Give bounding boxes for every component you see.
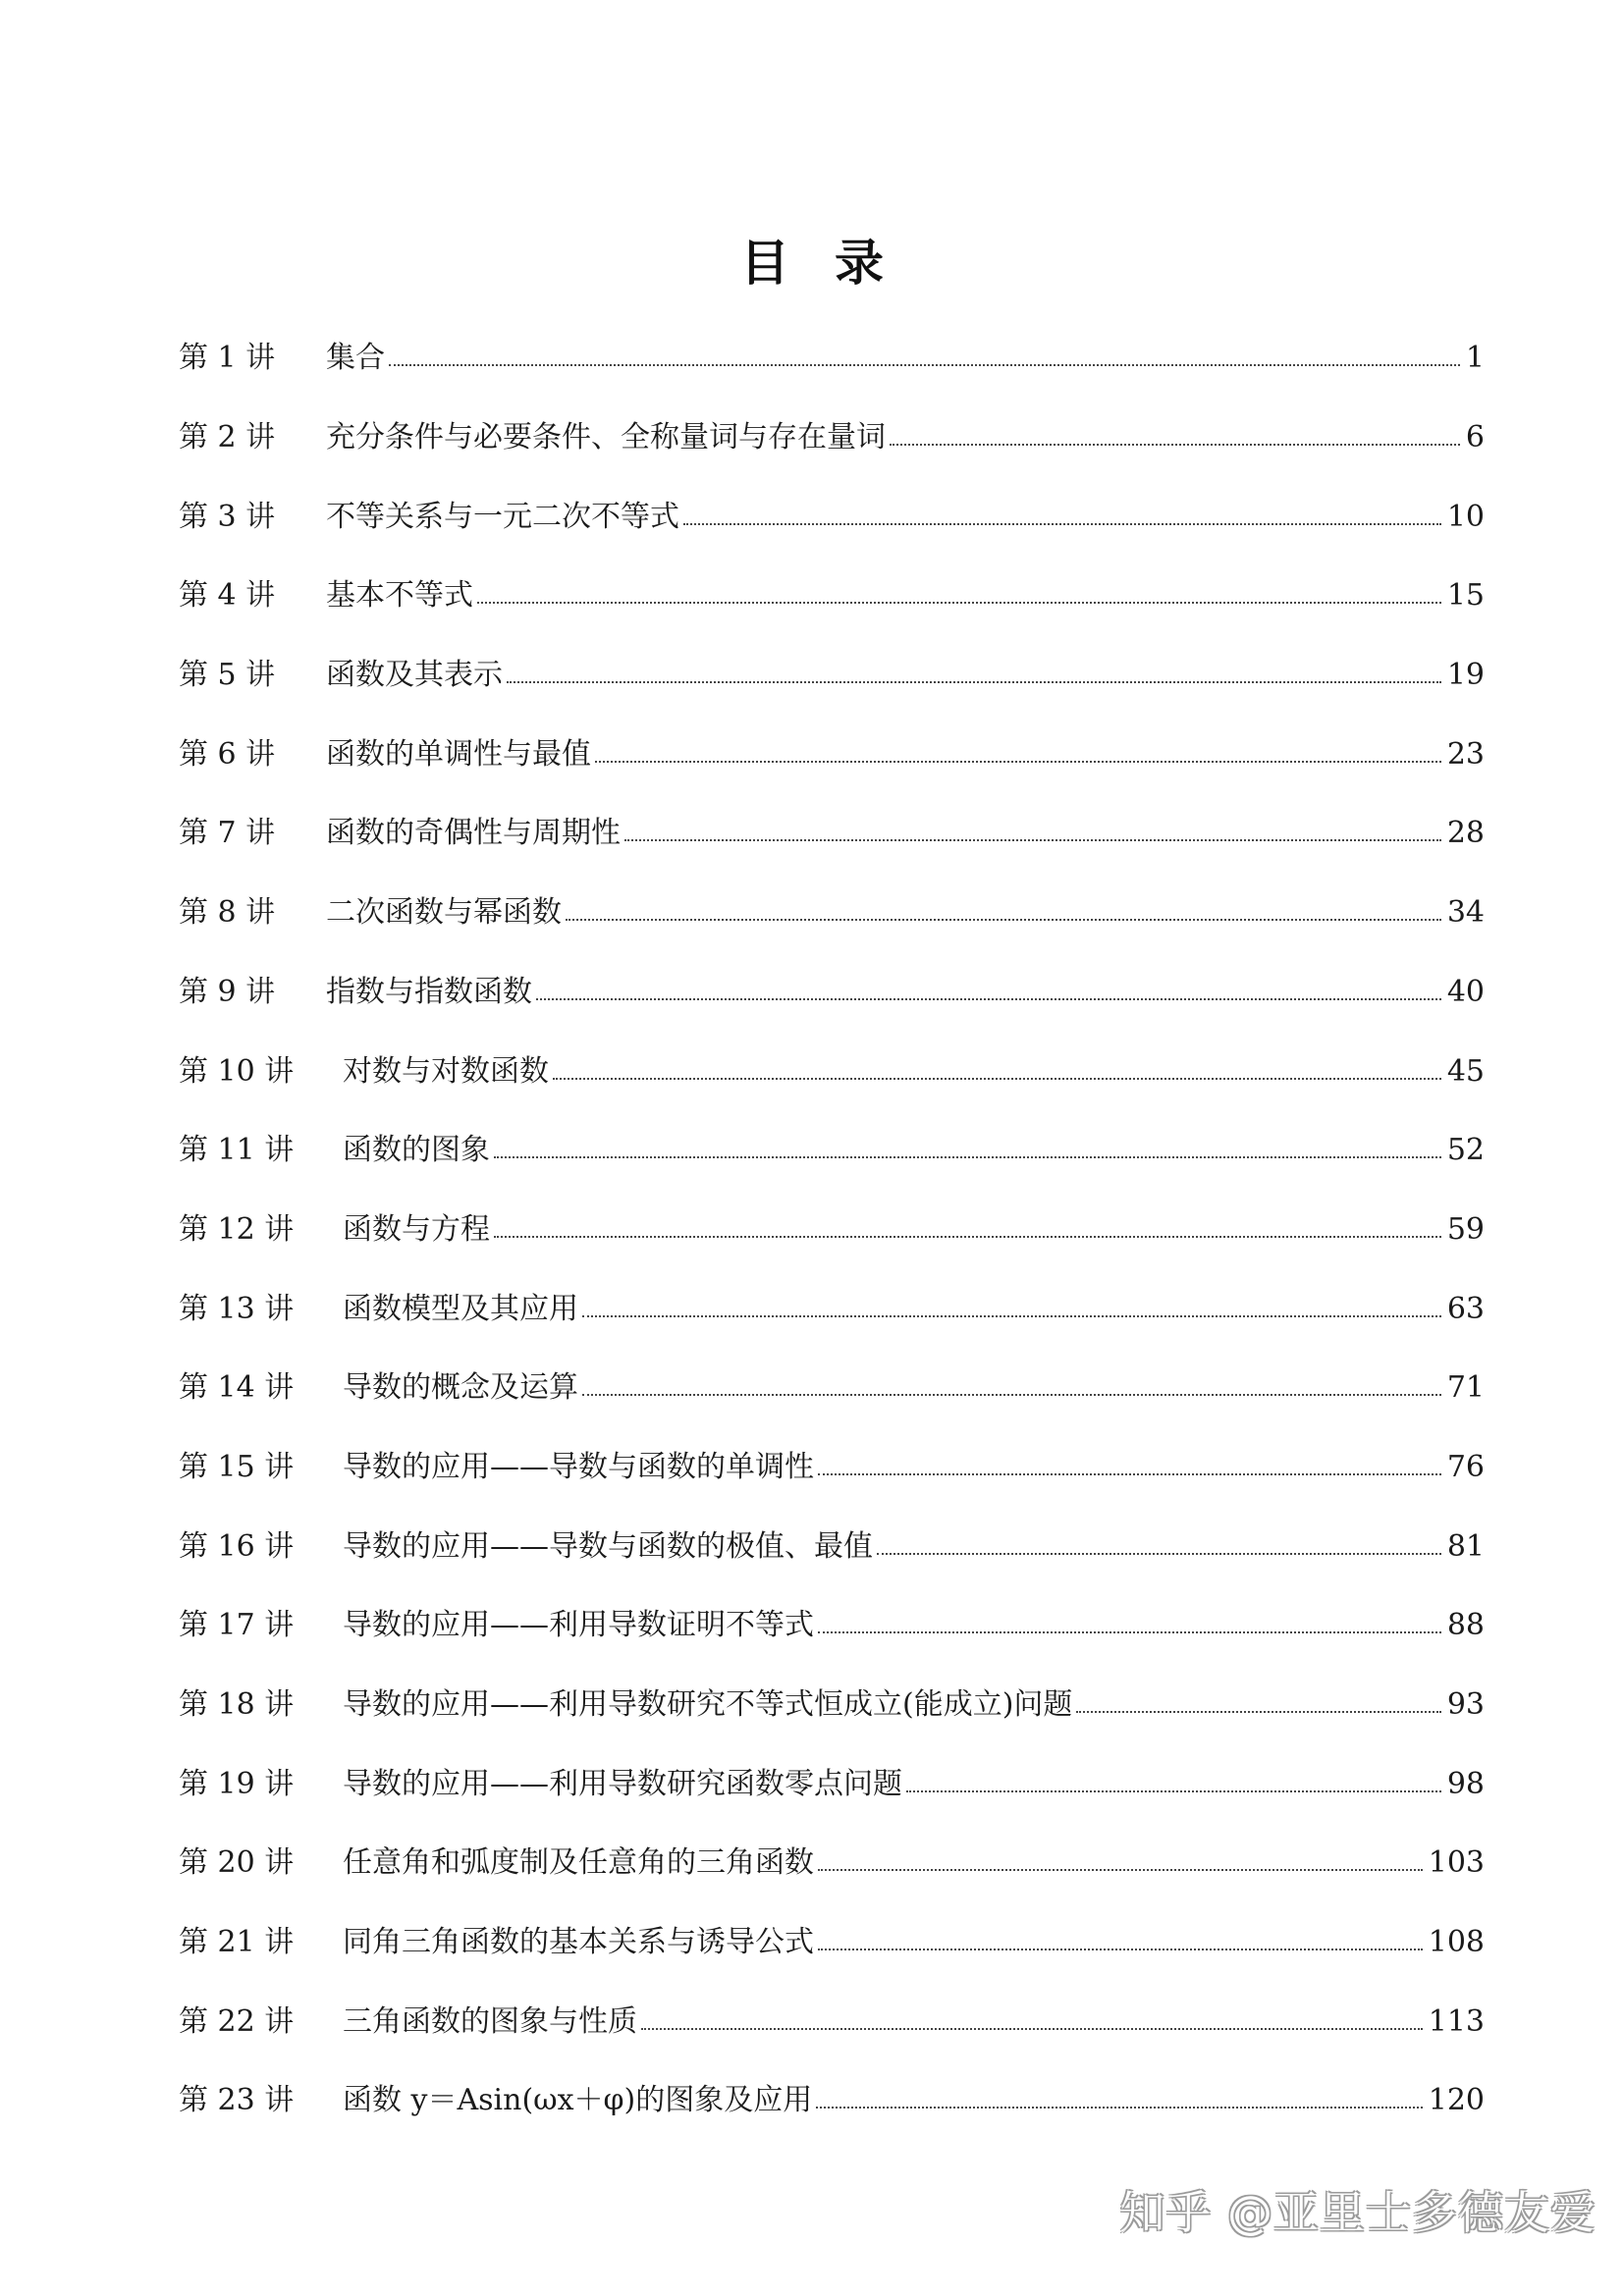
entry-title: 三角函数的图象与性质 (343, 2003, 637, 2039)
entry-title: 指数与指数函数 (326, 974, 532, 1009)
toc-entry (179, 1269, 1485, 1349)
dot-leader (595, 761, 1441, 763)
page-number: 108 (1428, 1925, 1485, 1960)
chapter-number: 第 9 讲 (179, 974, 276, 1009)
entry-title: 函数及其表示 (326, 658, 503, 693)
chapter-number: 第 3 讲 (179, 499, 276, 534)
page-number: 23 (1446, 736, 1485, 772)
chapter-number: 第 21 讲 (179, 1925, 295, 1960)
entry-title: 函数的奇偶性与周期性 (326, 816, 621, 851)
page-number: 15 (1446, 578, 1485, 614)
dot-leader (536, 998, 1441, 1000)
toc-entry (179, 1982, 1485, 2061)
entry-title: 函数 y＝Asin(ωx＋φ)的图象及应用 (343, 2083, 813, 2118)
toc-entry (179, 319, 1485, 399)
entry-title: 导数的应用——导数与函数的单调性 (343, 1449, 814, 1484)
dot-leader (582, 1394, 1441, 1396)
entry-title: 同角三角函数的基本关系与诱导公式 (343, 1925, 814, 1960)
chapter-number: 第 8 讲 (179, 895, 276, 931)
chapter-number: 第 2 讲 (179, 420, 276, 455)
toc-entry (179, 953, 1485, 1033)
dot-leader (1076, 1711, 1440, 1713)
page-number: 63 (1446, 1291, 1485, 1326)
dot-leader (477, 602, 1441, 604)
dot-leader (507, 681, 1441, 683)
chapter-number: 第 10 讲 (179, 1053, 295, 1089)
page-number: 10 (1446, 499, 1485, 534)
chapter-number: 第 11 讲 (179, 1133, 295, 1168)
dot-leader (890, 444, 1460, 446)
page-number: 88 (1446, 1608, 1485, 1643)
chapter-number: 第 6 讲 (179, 736, 276, 772)
entry-title: 对数与对数函数 (343, 1053, 549, 1089)
page-number: 52 (1446, 1133, 1485, 1168)
dot-leader (582, 1315, 1441, 1317)
chapter-number: 第 15 讲 (179, 1449, 295, 1484)
page-number: 76 (1446, 1449, 1485, 1484)
toc-entry (179, 1744, 1485, 1824)
toc-entry (179, 1191, 1485, 1270)
dot-leader (683, 523, 1441, 525)
toc-entry (179, 1586, 1485, 1666)
dot-leader (818, 1949, 1423, 1950)
toc-entry (179, 1428, 1485, 1508)
chapter-number: 第 7 讲 (179, 816, 276, 851)
toc-title: 目录 (740, 235, 929, 292)
page-number: 103 (1428, 1845, 1485, 1881)
toc-entry (179, 794, 1485, 874)
page-number: 120 (1428, 2083, 1485, 2118)
dot-leader (494, 1236, 1441, 1238)
entry-title: 集合 (326, 341, 385, 376)
page-number: 93 (1446, 1687, 1485, 1723)
toc-entry (179, 557, 1485, 636)
entry-title: 不等关系与一元二次不等式 (326, 499, 679, 534)
entry-title: 函数的单调性与最值 (326, 736, 591, 772)
toc-entry (179, 1666, 1485, 1745)
chapter-number: 第 19 讲 (179, 1766, 295, 1801)
dot-leader (906, 1790, 1441, 1792)
toc-entry (179, 399, 1485, 478)
page-number: 6 (1465, 420, 1485, 455)
dot-leader (818, 1473, 1441, 1475)
dot-leader (877, 1553, 1441, 1555)
dot-leader (818, 1631, 1441, 1633)
toc-entry (179, 1824, 1485, 1903)
page-number: 113 (1428, 2003, 1485, 2039)
chapter-number: 第 18 讲 (179, 1687, 295, 1723)
watermark: 知乎 @亚里士多德友爱 (1119, 2186, 1597, 2239)
chapter-number: 第 17 讲 (179, 1608, 295, 1643)
dot-leader (553, 1078, 1441, 1080)
toc-list (179, 319, 1485, 2141)
toc-entry (179, 1111, 1485, 1191)
dot-leader (624, 839, 1441, 841)
page-number: 34 (1446, 895, 1485, 931)
page-number: 19 (1446, 658, 1485, 693)
toc-entry (179, 2061, 1485, 2141)
toc-entry (179, 874, 1485, 953)
entry-title: 导数的应用——导数与函数的极值、最值 (343, 1528, 873, 1564)
chapter-number: 第 23 讲 (179, 2083, 295, 2118)
entry-title: 基本不等式 (326, 578, 473, 614)
entry-title: 函数与方程 (343, 1211, 490, 1247)
page-number: 40 (1446, 974, 1485, 1009)
chapter-number: 第 12 讲 (179, 1211, 295, 1247)
dot-leader (494, 1156, 1441, 1158)
chapter-number: 第 4 讲 (179, 578, 276, 614)
entry-title: 导数的应用——利用导数证明不等式 (343, 1608, 814, 1643)
entry-title: 导数的概念及运算 (343, 1370, 578, 1406)
chapter-number: 第 1 讲 (179, 341, 276, 376)
toc-entry (179, 1349, 1485, 1428)
chapter-number: 第 5 讲 (179, 658, 276, 693)
dot-leader (818, 1869, 1423, 1871)
toc-entry (179, 636, 1485, 716)
toc-entry (179, 715, 1485, 794)
dot-leader (641, 2028, 1423, 2030)
entry-title: 导数的应用——利用导数研究不等式恒成立(能成立)问题 (343, 1687, 1073, 1723)
toc-entry (179, 477, 1485, 557)
page-number: 1 (1465, 341, 1485, 376)
toc-entry (179, 1903, 1485, 1983)
entry-title: 函数的图象 (343, 1133, 490, 1168)
entry-title: 函数模型及其应用 (343, 1291, 578, 1326)
page-number: 59 (1446, 1211, 1485, 1247)
entry-title: 充分条件与必要条件、全称量词与存在量词 (326, 420, 886, 455)
chapter-number: 第 20 讲 (179, 1845, 295, 1881)
page-number: 45 (1446, 1053, 1485, 1089)
chapter-number: 第 16 讲 (179, 1528, 295, 1564)
page-number: 98 (1446, 1766, 1485, 1801)
toc-entry (179, 1032, 1485, 1111)
chapter-number: 第 13 讲 (179, 1291, 295, 1326)
dot-leader (389, 364, 1460, 366)
chapter-number: 第 14 讲 (179, 1370, 295, 1406)
page-number: 81 (1446, 1528, 1485, 1564)
chapter-number: 第 22 讲 (179, 2003, 295, 2039)
entry-title: 任意角和弧度制及任意角的三角函数 (343, 1845, 814, 1881)
page-number: 71 (1446, 1370, 1485, 1406)
dot-leader (566, 919, 1441, 921)
entry-title: 二次函数与幂函数 (326, 895, 562, 931)
page-number: 28 (1446, 816, 1485, 851)
entry-title: 导数的应用——利用导数研究函数零点问题 (343, 1766, 902, 1801)
dot-leader (816, 2107, 1422, 2109)
toc-entry (179, 1507, 1485, 1586)
